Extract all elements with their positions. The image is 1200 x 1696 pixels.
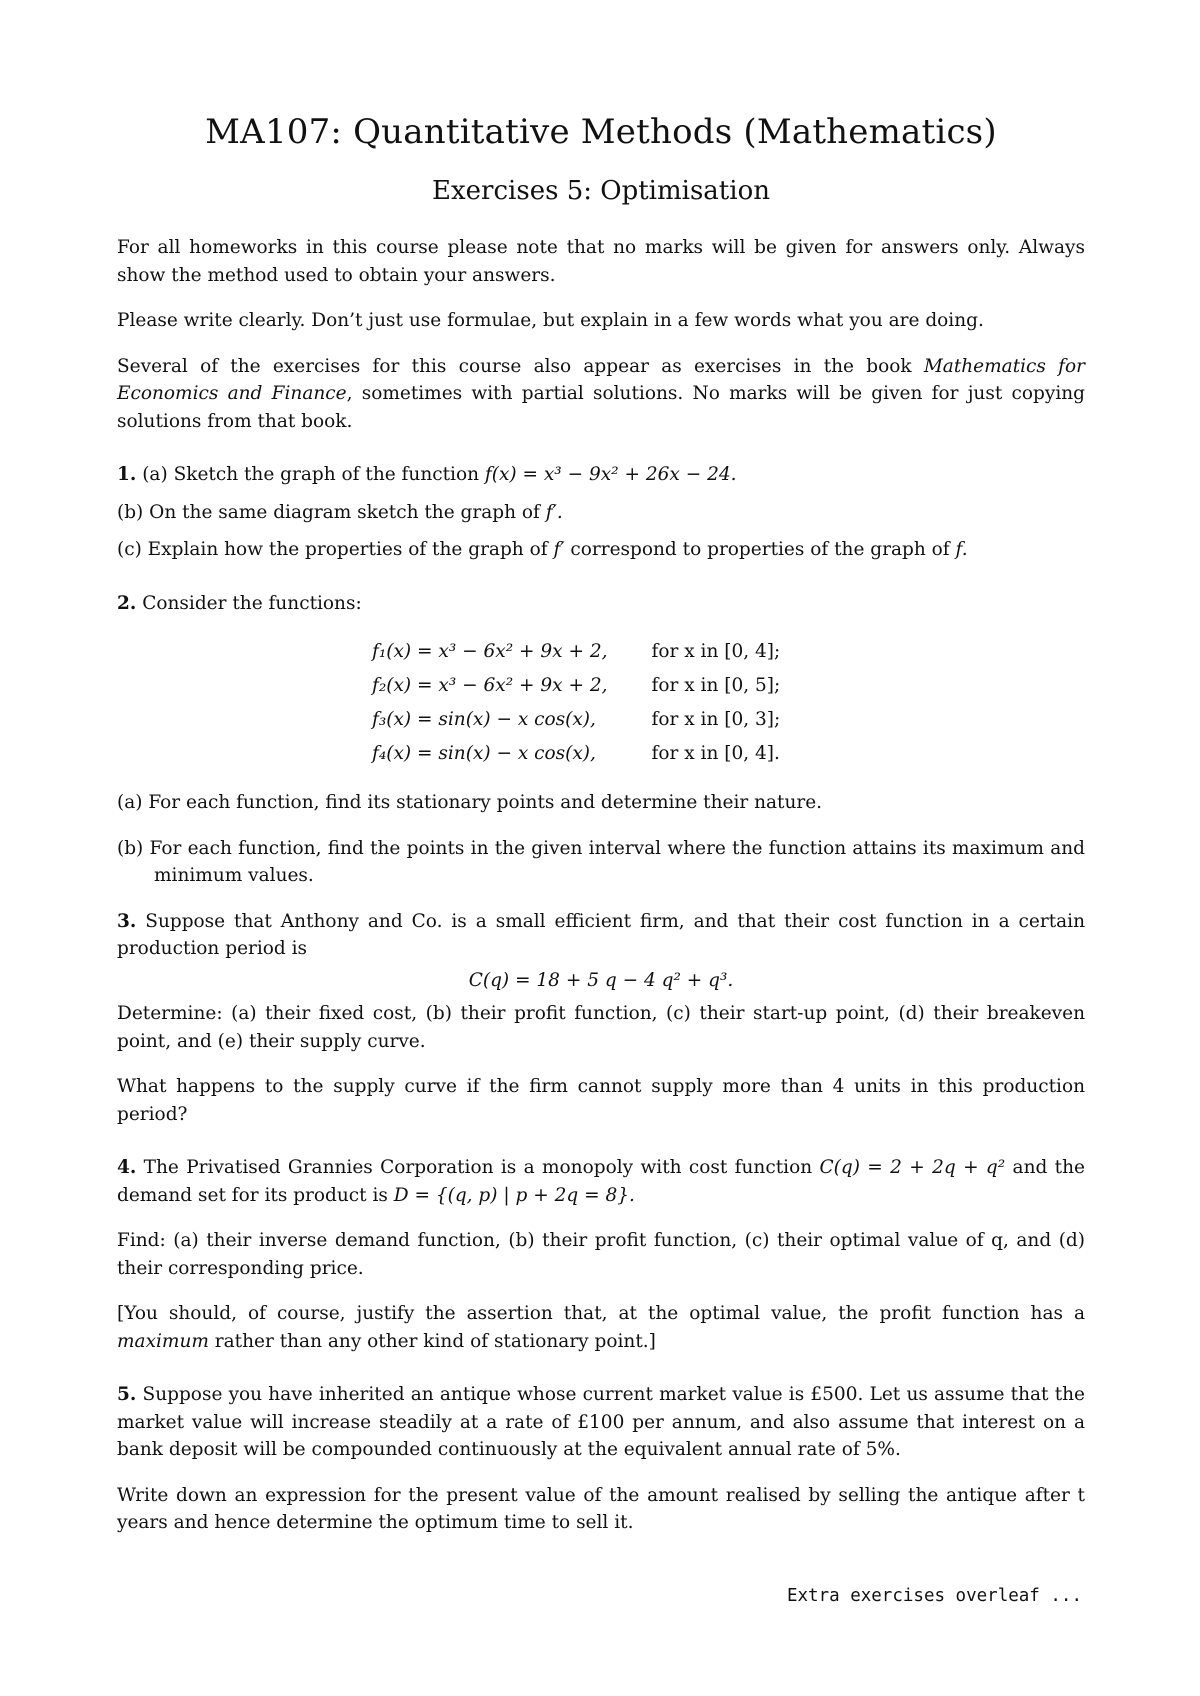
q1-part-b	[117, 499, 1085, 527]
function-domain: for x in [0, 4];	[651, 641, 781, 662]
document-body	[117, 234, 1085, 1555]
q5-number: 5.	[117, 1384, 137, 1405]
function-definition: f₄(x) = sin(x) − x cos(x),	[372, 743, 596, 764]
q1-b-text: (b) On the same diagram sketch the graph of	[117, 501, 546, 523]
q5-text	[117, 1381, 1085, 1464]
q3-body: Suppose that Anthony and Co. is a small efficient firm, and that their cost function in a certain production period is	[117, 910, 1085, 959]
function-row	[372, 669, 780, 703]
function-row	[372, 635, 780, 669]
q1-part-c	[117, 536, 1085, 564]
page-subtitle: Exercises 5: Optimisation	[432, 176, 770, 206]
q1-a-math: f(x) = x³ − 9x² + 26x − 24.	[484, 464, 737, 485]
q4-cost-function: C(q) = 2 + 2q + q²	[819, 1157, 1006, 1178]
page-title: MA107: Quantitative Methods (Mathematics)	[205, 112, 997, 152]
function-domain: for x in [0, 3];	[651, 709, 781, 730]
q1-b-math: f′.	[545, 501, 563, 523]
q5-task: Write down an expression for the present value of the amount realised by selling the antique after t years and hence determine the optimum time to sell it.	[117, 1484, 1085, 1533]
function-domain: for x in [0, 5];	[651, 675, 781, 696]
q1-c-math2: f.	[955, 539, 968, 560]
function-definition: f₃(x) = sin(x) − x cos(x),	[372, 709, 596, 730]
q1-c-math1: f′	[553, 539, 565, 560]
intro-p3-start: Several of the exercises for this course also appear as exercises in the book	[117, 355, 924, 377]
q4-find: Find: (a) their inverse demand function, (b) their profit function, (c) their optimal value of q, and (d) their corresponding price.	[117, 1230, 1085, 1279]
intro-paragraph-3	[117, 353, 1085, 436]
q1-c-text1: (c) Explain how the properties of the graph of	[117, 539, 554, 560]
q4-text	[117, 1154, 1085, 1209]
function-domain: for x in [0, 4].	[651, 743, 780, 764]
intro-p3-end: , sometimes with partial solutions. No marks will be given for just copying solutions from that book.	[117, 383, 1085, 432]
q1-a-text: (a) Sketch the graph of the function	[142, 464, 485, 485]
q4-note-start: [You should, of course, justify the assertion that, at the optimal value, the profit function has a	[117, 1303, 1085, 1324]
q2-number: 2.	[117, 592, 137, 614]
book-title: Mathematics for Economics and Finance	[117, 355, 1085, 404]
q4-note-emphasis: maximum	[117, 1330, 209, 1352]
q2-intro-text: Consider the functions:	[142, 592, 362, 614]
q1-c-text2: correspond to properties of the graph of	[564, 539, 956, 560]
q5-body: Suppose you have inherited an antique whose current market value is £500. Let us assume that the market value will increase steadily at a rate of £100 per annum, and also assume that interest on a bank deposit will be compounded continuously at the equivalent annual rate of 5%.	[117, 1384, 1085, 1460]
intro-paragraph-2: Please write clearly. Don’t just use formulae, but explain in a few words what you are doing.	[117, 310, 984, 331]
q4-body-1: The Privatised Grannies Corporation is a monopoly with cost function	[136, 1157, 820, 1178]
q3-number: 3.	[117, 910, 137, 932]
q2-part-b: (b) For each function, find the points in the given interval where the function attains its maximum and minimum values.	[117, 837, 1085, 886]
q4-note-end: rather than any other kind of stationary point.]	[208, 1330, 656, 1352]
q2-function-table	[372, 635, 780, 771]
q3-text	[117, 908, 1085, 963]
q3-cost-equation: C(q) = 18 + 5 q − 4 q² + q³.	[468, 969, 734, 991]
function-definition: f₂(x) = x³ − 6x² + 9x + 2,	[372, 675, 608, 696]
q4-note	[117, 1300, 1085, 1355]
q3-followup: What happens to the supply curve if the firm cannot supply more than 4 units in this production period?	[117, 1076, 1085, 1125]
q4-number: 4.	[117, 1157, 137, 1178]
q4-demand-set: D = {(q, p) | p + 2q = 8}.	[393, 1184, 635, 1206]
function-definition: f₁(x) = x³ − 6x² + 9x + 2,	[372, 641, 608, 662]
q4-body-2: and the demand set for its product is	[117, 1157, 1085, 1206]
function-row	[372, 703, 780, 737]
q1-number: 1.	[117, 464, 137, 485]
function-row	[372, 737, 780, 771]
intro-paragraph-1: For all homeworks in this course please note that no marks will be given for answers only. Always show the method used to obtain your answers.	[117, 237, 1085, 286]
q2-intro	[117, 590, 1085, 618]
q3-determine: Determine: (a) their fixed cost, (b) their profit function, (c) their start-up point, (d) their breakeven point, and (e) their supply curve.	[117, 1003, 1085, 1052]
q2-part-a: (a) For each function, find its stationary points and determine their nature.	[117, 792, 823, 813]
footer-note: Extra exercises overleaf ...	[786, 1586, 1082, 1606]
q1-part-a	[117, 461, 1085, 489]
